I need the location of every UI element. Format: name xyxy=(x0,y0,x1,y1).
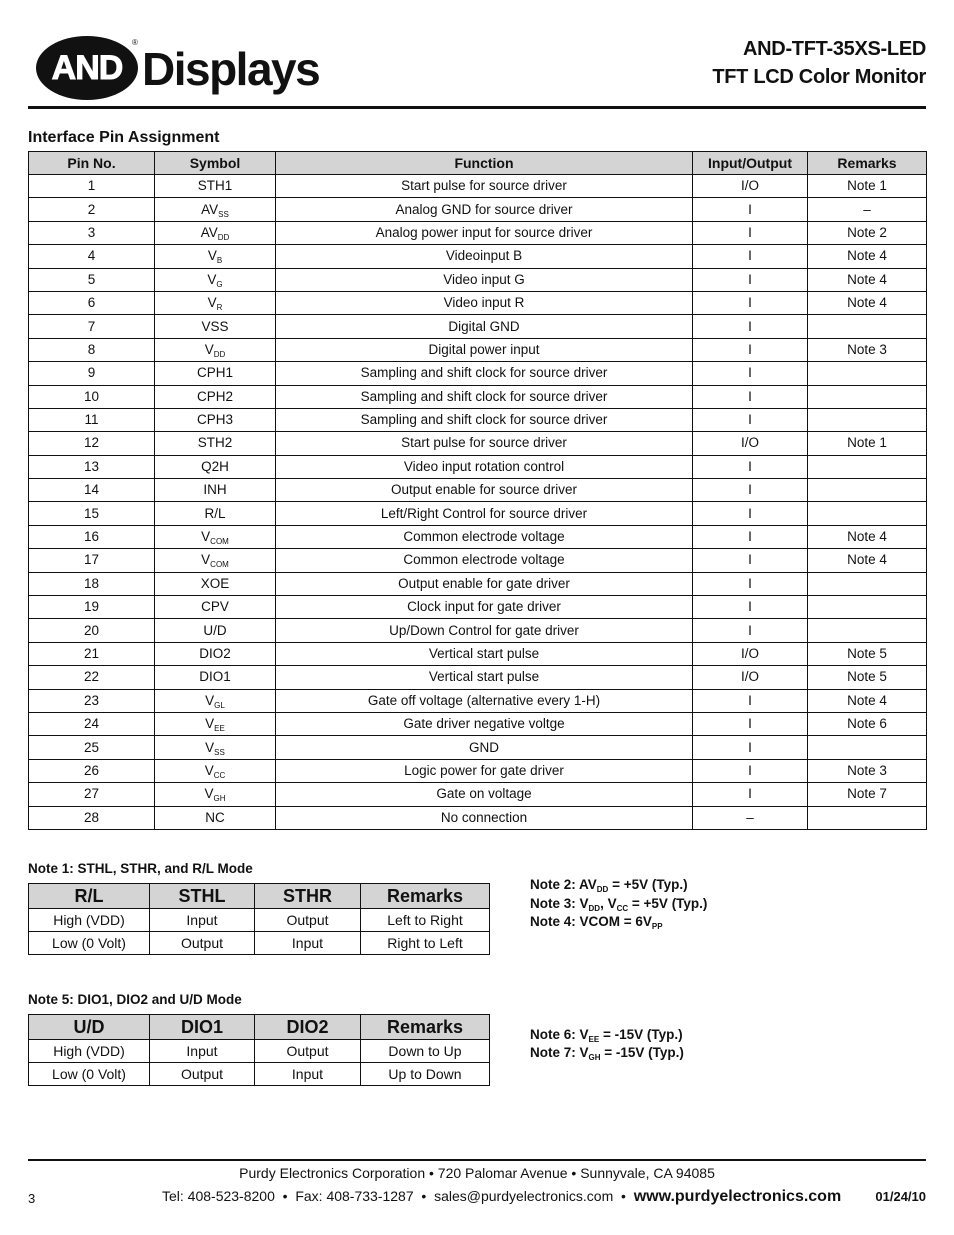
io-cell: I xyxy=(693,338,808,361)
website-link[interactable]: www.purdyelectronics.com xyxy=(633,1188,842,1205)
symbol-text: XOE xyxy=(200,575,230,591)
note1-title: Note 1: STHL, STHR, and R/L Mode xyxy=(28,861,253,876)
symbol-text: V xyxy=(207,295,217,311)
table-row xyxy=(29,549,927,572)
symbol-text: CPH1 xyxy=(196,365,233,381)
pin-number-cell: 6 xyxy=(29,291,155,314)
remarks-cell: Note 4 xyxy=(808,245,927,268)
table-header-row xyxy=(29,884,490,909)
pin-number-cell: 1 xyxy=(29,175,155,198)
table-cell: Input xyxy=(255,932,361,955)
function-cell: Clock input for gate driver xyxy=(276,596,693,619)
pin-number-cell: 14 xyxy=(29,479,155,502)
table-row xyxy=(29,572,927,595)
column-header: Function xyxy=(276,152,693,175)
section-title: Interface Pin Assignment xyxy=(28,129,220,146)
symbol-subscript: DD xyxy=(217,232,230,242)
table-row xyxy=(29,736,927,759)
io-cell: I xyxy=(693,572,808,595)
pin-number-cell: 12 xyxy=(29,432,155,455)
remarks-cell: Note 2 xyxy=(808,221,927,244)
remarks-cell xyxy=(808,619,927,642)
pin-number-cell: 4 xyxy=(29,245,155,268)
io-cell: – xyxy=(693,806,808,829)
table-cell: Down to Up xyxy=(361,1040,490,1063)
function-cell: Up/Down Control for gate driver xyxy=(276,619,693,642)
table-cell: High (VDD) xyxy=(29,1040,150,1063)
logo-mark: AND xyxy=(36,36,138,100)
remarks-cell: Note 5 xyxy=(808,642,927,665)
io-cell: I xyxy=(693,619,808,642)
remarks-cell: Note 4 xyxy=(808,268,927,291)
remarks-cell xyxy=(808,455,927,478)
symbol-cell xyxy=(155,642,276,665)
symbol-cell xyxy=(155,806,276,829)
column-header: STHR xyxy=(255,884,361,909)
note3: Note 3: $V_{DD}$, $V_{CC} = +5V$ (Typ.) xyxy=(530,896,708,913)
symbol-text: CPV xyxy=(201,599,229,615)
table-row xyxy=(29,268,927,291)
table-row xyxy=(29,806,927,829)
io-cell: I xyxy=(693,315,808,338)
io-cell: I xyxy=(693,408,808,431)
symbol-cell xyxy=(155,549,276,572)
function-cell: Gate driver negative voltge xyxy=(276,712,693,735)
product-model: AND-TFT-35XS-LED xyxy=(743,38,926,60)
table-row xyxy=(29,221,927,244)
table-header-row xyxy=(29,1015,490,1040)
symbol-cell xyxy=(155,268,276,291)
pin-number-cell: 19 xyxy=(29,596,155,619)
function-cell: Sampling and shift clock for source driver xyxy=(276,408,693,431)
table-row xyxy=(29,455,927,478)
symbol-cell xyxy=(155,455,276,478)
symbol-subscript: R xyxy=(216,303,223,313)
pin-assignment-table xyxy=(28,151,927,830)
pin-number-cell: 7 xyxy=(29,315,155,338)
symbol-cell xyxy=(155,783,276,806)
symbol-text: V xyxy=(204,762,214,778)
table-row xyxy=(29,385,927,408)
column-header: DIO2 xyxy=(255,1015,361,1040)
io-cell: I xyxy=(693,759,808,782)
io-cell: I xyxy=(693,596,808,619)
product-description: TFT LCD Color Monitor xyxy=(712,66,926,88)
symbol-cell xyxy=(155,245,276,268)
pin-number-cell: 18 xyxy=(29,572,155,595)
logo-wordmark: Displays xyxy=(142,43,320,95)
pin-number-cell: 5 xyxy=(29,268,155,291)
remarks-cell xyxy=(808,736,927,759)
table-row xyxy=(29,666,927,689)
remarks-cell xyxy=(808,572,927,595)
io-cell: I xyxy=(693,291,808,314)
function-cell: Analog GND for source driver xyxy=(276,198,693,221)
symbol-cell xyxy=(155,198,276,221)
table-cell: Output xyxy=(150,1063,255,1086)
function-cell: Vertical start pulse xyxy=(276,642,693,665)
remarks-cell xyxy=(808,502,927,525)
io-cell: I xyxy=(693,455,808,478)
symbol-text: V xyxy=(201,529,211,545)
symbol-cell xyxy=(155,736,276,759)
symbol-cell xyxy=(155,385,276,408)
io-cell: I xyxy=(693,362,808,385)
symbol-text: STH2 xyxy=(197,435,233,451)
column-header: Input/Output xyxy=(693,152,808,175)
io-cell: I xyxy=(693,502,808,525)
registered-mark: ® xyxy=(132,38,138,47)
pin-number-cell: 8 xyxy=(29,338,155,361)
remarks-cell: Note 1 xyxy=(808,432,927,455)
symbol-text: CPH3 xyxy=(196,412,233,428)
io-cell: I/O xyxy=(693,666,808,689)
table-row xyxy=(29,1040,490,1063)
table-row xyxy=(29,502,927,525)
pin-number-cell: 27 xyxy=(29,783,155,806)
company-logo xyxy=(36,36,336,106)
symbol-text: V xyxy=(207,271,217,287)
symbol-text: AV xyxy=(201,201,219,217)
function-cell: No connection xyxy=(276,806,693,829)
symbol-subscript: B xyxy=(216,256,223,266)
function-cell: Sampling and shift clock for source driver xyxy=(276,385,693,408)
io-cell: I xyxy=(693,783,808,806)
table-cell: Input xyxy=(150,909,255,932)
symbol-text: U/D xyxy=(203,622,227,638)
pin-number-cell: 24 xyxy=(29,712,155,735)
pin-number-cell: 13 xyxy=(29,455,155,478)
note6: Note 6: $V_{EE} = -15V$ (Typ.) xyxy=(530,1027,683,1044)
function-cell: Common electrode voltage xyxy=(276,549,693,572)
io-cell: I xyxy=(693,525,808,548)
pin-number-cell: 22 xyxy=(29,666,155,689)
symbol-cell xyxy=(155,525,276,548)
symbol-cell xyxy=(155,408,276,431)
symbol-subscript: DD xyxy=(213,349,226,359)
remarks-cell: Note 4 xyxy=(808,291,927,314)
remarks-cell: Note 1 xyxy=(808,175,927,198)
symbol-subscript: GL xyxy=(214,700,225,710)
remarks-cell: – xyxy=(808,198,927,221)
table-row xyxy=(29,596,927,619)
table-cell: Output xyxy=(255,1040,361,1063)
table-row xyxy=(29,689,927,712)
function-cell: Output enable for source driver xyxy=(276,479,693,502)
function-cell: Gate on voltage xyxy=(276,783,693,806)
symbol-text: INH xyxy=(203,482,227,498)
remarks-cell xyxy=(808,315,927,338)
table-cell: Output xyxy=(255,909,361,932)
symbol-text: AV xyxy=(200,224,218,240)
function-cell: Videoinput B xyxy=(276,245,693,268)
remarks-cell: Note 4 xyxy=(808,549,927,572)
column-header: Remarks xyxy=(361,884,490,909)
table-row xyxy=(29,479,927,502)
function-cell: Video input rotation control xyxy=(276,455,693,478)
symbol-text: DIO1 xyxy=(199,669,231,685)
table-row xyxy=(29,408,927,431)
symbol-cell xyxy=(155,666,276,689)
page-number: 3 xyxy=(28,1191,36,1206)
symbol-cell xyxy=(155,572,276,595)
remarks-cell: Note 7 xyxy=(808,783,927,806)
pin-number-cell: 15 xyxy=(29,502,155,525)
table-row xyxy=(29,362,927,385)
table-row xyxy=(29,932,490,955)
table-row xyxy=(29,712,927,735)
function-cell: Analog power input for source driver xyxy=(276,221,693,244)
table-row xyxy=(29,291,927,314)
symbol-text: V xyxy=(204,341,214,357)
footer-divider xyxy=(28,1159,926,1161)
function-cell: Sampling and shift clock for source driver xyxy=(276,362,693,385)
note5-table xyxy=(28,1014,490,1086)
table-row xyxy=(29,245,927,268)
symbol-subscript: COM xyxy=(210,560,229,570)
symbol-subscript: COM xyxy=(210,537,229,547)
table-cell: Input xyxy=(255,1063,361,1086)
table-cell: Left to Right xyxy=(361,909,490,932)
function-cell: Start pulse for source driver xyxy=(276,175,693,198)
table-row xyxy=(29,783,927,806)
remarks-cell: Note 4 xyxy=(808,689,927,712)
io-cell: I xyxy=(693,479,808,502)
symbol-text: STH1 xyxy=(197,178,233,194)
symbol-text: NC xyxy=(205,809,225,825)
function-cell: Output enable for gate driver xyxy=(276,572,693,595)
column-header: Symbol xyxy=(155,152,276,175)
table-row xyxy=(29,432,927,455)
symbol-cell xyxy=(155,759,276,782)
function-cell: Start pulse for source driver xyxy=(276,432,693,455)
symbol-text: V xyxy=(201,552,211,568)
pin-number-cell: 20 xyxy=(29,619,155,642)
table-header-row xyxy=(29,152,927,175)
io-cell: I/O xyxy=(693,175,808,198)
function-cell: Video input G xyxy=(276,268,693,291)
function-cell: Common electrode voltage xyxy=(276,525,693,548)
table-cell: Up to Down xyxy=(361,1063,490,1086)
symbol-text: V xyxy=(204,786,214,802)
remarks-cell xyxy=(808,408,927,431)
function-cell: Vertical start pulse xyxy=(276,666,693,689)
pin-number-cell: 26 xyxy=(29,759,155,782)
pin-number-cell: 21 xyxy=(29,642,155,665)
symbol-cell xyxy=(155,338,276,361)
io-cell: I/O xyxy=(693,432,808,455)
function-cell: Gate off voltage (alternative every 1-H) xyxy=(276,689,693,712)
io-cell: I xyxy=(693,221,808,244)
symbol-text: R/L xyxy=(204,505,226,521)
column-header: U/D xyxy=(29,1015,150,1040)
pin-number-cell: 10 xyxy=(29,385,155,408)
pin-number-cell: 11 xyxy=(29,408,155,431)
column-header: R/L xyxy=(29,884,150,909)
footer-address: Purdy Electronics Corporation • 720 Palomar Avenue • Sunnyvale, CA 94085 xyxy=(239,1165,715,1181)
symbol-subscript: EE xyxy=(214,724,225,734)
remarks-cell: Note 4 xyxy=(808,525,927,548)
table-cell: Input xyxy=(150,1040,255,1063)
symbol-text: V xyxy=(205,716,215,732)
column-header: Remarks xyxy=(361,1015,490,1040)
function-cell: Digital power input xyxy=(276,338,693,361)
function-cell: Logic power for gate driver xyxy=(276,759,693,782)
note2: Note 2: $AV_{DD} = +5V$ (Typ.) xyxy=(530,877,688,894)
io-cell: I xyxy=(693,736,808,759)
symbol-text: V xyxy=(207,248,217,264)
symbol-subscript: SS xyxy=(214,747,225,757)
column-header: Pin No. xyxy=(29,152,155,175)
symbol-cell xyxy=(155,596,276,619)
function-cell: Video input R xyxy=(276,291,693,314)
io-cell: I xyxy=(693,198,808,221)
remarks-cell xyxy=(808,385,927,408)
remarks-cell: Note 5 xyxy=(808,666,927,689)
table-row xyxy=(29,525,927,548)
symbol-cell xyxy=(155,619,276,642)
remarks-cell: Note 6 xyxy=(808,712,927,735)
symbol-text: V xyxy=(205,739,215,755)
symbol-cell xyxy=(155,432,276,455)
function-cell: GND xyxy=(276,736,693,759)
symbol-text: VSS xyxy=(201,318,229,334)
pin-number-cell: 3 xyxy=(29,221,155,244)
function-cell: Digital GND xyxy=(276,315,693,338)
table-row xyxy=(29,1063,490,1086)
pin-number-cell: 25 xyxy=(29,736,155,759)
header-divider xyxy=(28,106,926,109)
symbol-cell xyxy=(155,175,276,198)
io-cell: I xyxy=(693,245,808,268)
symbol-text: CPH2 xyxy=(196,388,233,404)
symbol-cell xyxy=(155,362,276,385)
table-cell: Right to Left xyxy=(361,932,490,955)
remarks-cell xyxy=(808,362,927,385)
table-row xyxy=(29,315,927,338)
table-row xyxy=(29,338,927,361)
io-cell: I xyxy=(693,385,808,408)
pin-number-cell: 23 xyxy=(29,689,155,712)
symbol-cell xyxy=(155,291,276,314)
pin-number-cell: 16 xyxy=(29,525,155,548)
table-row xyxy=(29,175,927,198)
symbol-cell xyxy=(155,689,276,712)
symbol-cell xyxy=(155,502,276,525)
table-row xyxy=(29,909,490,932)
io-cell: I xyxy=(693,268,808,291)
symbol-subscript: SS xyxy=(218,209,229,219)
symbol-subscript: G xyxy=(216,279,223,289)
column-header: STHL xyxy=(150,884,255,909)
note5-title: Note 5: DIO1, DIO2 and U/D Mode xyxy=(28,992,242,1007)
pin-number-cell: 2 xyxy=(29,198,155,221)
pin-number-cell: 17 xyxy=(29,549,155,572)
table-row xyxy=(29,642,927,665)
remarks-cell: Note 3 xyxy=(808,759,927,782)
symbol-cell xyxy=(155,315,276,338)
column-header: DIO1 xyxy=(150,1015,255,1040)
io-cell: I xyxy=(693,712,808,735)
note1-table xyxy=(28,883,490,955)
remarks-cell: Note 3 xyxy=(808,338,927,361)
symbol-cell xyxy=(155,712,276,735)
remarks-cell xyxy=(808,806,927,829)
io-cell: I xyxy=(693,689,808,712)
table-row xyxy=(29,198,927,221)
symbol-text: DIO2 xyxy=(199,646,231,661)
document-date: 01/24/10 xyxy=(875,1189,926,1204)
io-cell: I xyxy=(693,549,808,572)
note7: Note 7: $V_{GH} = -15V$ (Typ.) xyxy=(530,1045,684,1062)
table-cell: Low (0 Volt) xyxy=(29,1063,150,1086)
column-header: Remarks xyxy=(808,152,927,175)
function-cell: Left/Right Control for source driver xyxy=(276,502,693,525)
remarks-cell xyxy=(808,596,927,619)
symbol-subscript: CC xyxy=(213,770,226,780)
symbol-text: V xyxy=(205,692,215,708)
symbol-text: Q2H xyxy=(201,458,229,474)
symbol-cell xyxy=(155,479,276,502)
contact-text: Tel: 408-523-8200 • Fax: 408-733-1287 • sales@purdyelectronics.com • xyxy=(162,1188,634,1204)
table-row xyxy=(29,759,927,782)
note4: Note 4: VCOM = $6V_{PP}$ xyxy=(530,914,663,931)
remarks-cell xyxy=(808,479,927,502)
table-cell: Low (0 Volt) xyxy=(29,932,150,955)
table-cell: Output xyxy=(150,932,255,955)
pin-number-cell: 28 xyxy=(29,806,155,829)
table-cell: High (VDD) xyxy=(29,909,150,932)
symbol-subscript: GH xyxy=(213,794,226,804)
pin-number-cell: 9 xyxy=(29,362,155,385)
footer-contact xyxy=(162,1188,841,1206)
io-cell: I/O xyxy=(693,642,808,665)
table-row xyxy=(29,619,927,642)
symbol-cell xyxy=(155,221,276,244)
